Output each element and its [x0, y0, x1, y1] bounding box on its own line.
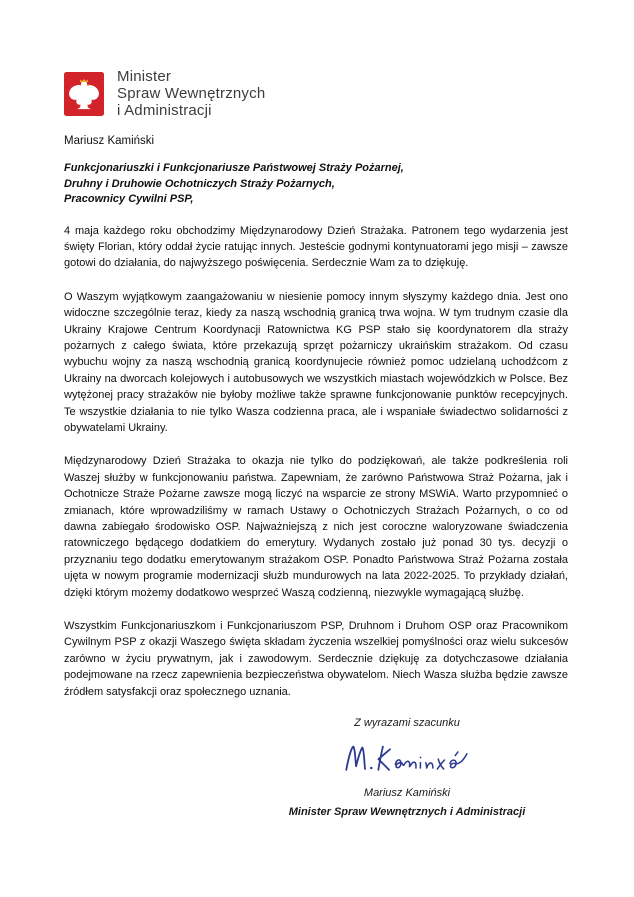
salutation-line: Pracownicy Cywilni PSP, — [64, 193, 194, 205]
paragraph-3: Międzynarodowy Dzień Strażaka to okazja nie tylko do podziękowań, ale także podkreślenia roli Waszej służby w funkcjonowaniu państwa. Zapewniam, że zarówno Państwowa Straż Pożarna, jak i Ochotnicze Straże Pożarne zawsze mogą liczyć na wsparcie ze strony MSWiA. Warto przypomnieć o zmianach, które wprowadziliśmy w ramach Ustawy o Ochotniczych Strażach Pożarnych, o co od dawna zabiegało środowisko OSP. Najważniejszą z nich jest coroczne waloryzowane świadczenia ratowniczego będącego dodatkiem do emerytury. Wydanych zostało już ponad 30 tys. decyzji o przyznaniu tego dodatku emerytowanym strażakom OSP. Ponadto Państwowa Straż Pożarna została ujęta w nowym programie modernizacji służb mundurowych na lata 2022-2025. To przykłady działań, dzięki którym możemy dodatkowo wesprzeć Waszą codzienną, niezwykle wymagającą służbę. — [64, 455, 568, 599]
signature-icon — [340, 741, 474, 779]
paragraph-2: O Waszym wyjątkowym zaangażowaniu w niesienie pomocy innym słyszymy każdego dnia. Jest ono widoczne szczególnie teraz, kiedy za naszą wschodnią granicą trwa wojna. W tym trudnym czasie dla Ukrainy Krajowe Centrum Koordynacji Ratownictwa KG PSP stało się koordynatorem dla straży pożarnych z całego świata, które przekazują sprzęt pożarniczy ukraińskim strażakom. Od czasu wybuchu wojny za naszą wschodnią granicą koordynujecie również pomoc udzielaną uchodźcom z Ukrainy na dworcach kolejowych i autobusowych we wszystkich miastach wojewódzkich w Polsce. Bez wytężonej pracy strażaków nie byłoby możliwe także sprawne funkcjonowanie punktów recepcyjnych. Te wszystkie działania to nie tylko Wasza codzienna praca, ale i wspaniałe świadectwo solidarności z obywatelami Ukrainy. — [64, 290, 568, 434]
salutation-line: Funkcjonariuszki i Funkcjonariusze Państwowej Straży Pożarnej, — [64, 162, 404, 174]
sender-name: Mariusz Kamiński — [64, 135, 155, 147]
polish-eagle-icon — [64, 72, 104, 116]
ministry-line: Minister — [117, 68, 172, 85]
valediction: Z wyrazami szacunku — [354, 717, 460, 730]
signer-title: Minister Spraw Wewnętrznych i Administracji — [288, 806, 526, 819]
letterhead — [64, 68, 568, 119]
paragraph-4: Wszystkim Funkcjonariuszkom i Funkcjonariuszom PSP, Druhnom i Druhom OSP oraz Pracownikom Cywilnym PSP z okazji Waszego święta składam życzenia wszelkiej pomyślności oraz wielu sukcesów zarówno w życiu prywatnym, jak i zawodowym. Serdecznie dziękuję za dotychczasowe działania podejmowane na rzecz zapewnienia bezpieczeństwa obywatelom. Niech Wasza służba będzie zawsze źródłem satysfakcji oraz społecznego uznania. — [64, 620, 568, 698]
signer-name: Mariusz Kamiński — [363, 787, 451, 800]
paragraph-1: 4 maja każdego roku obchodzimy Międzynarodowy Dzień Strażaka. Patronem tego wydarzenia jest święty Florian, który oddał życie ratując innych. Jesteście godnymi kontynuatorami jego misji – zawsze gotowi do działania, do najwyższego poświęcenia. Serdecznie Wam za to dziękuję. — [64, 224, 568, 270]
ministry-line: Spraw Wewnętrznych — [117, 85, 266, 102]
ministry-name — [117, 68, 265, 119]
ministry-line: i Administracji — [117, 102, 212, 119]
handwritten-signature — [246, 741, 568, 779]
closing-block — [246, 717, 568, 818]
mswia-logo — [64, 72, 104, 116]
salutation — [64, 161, 568, 208]
salutation-line: Druhny i Druhowie Ochotniczych Straży Pożarnych, — [64, 177, 335, 190]
